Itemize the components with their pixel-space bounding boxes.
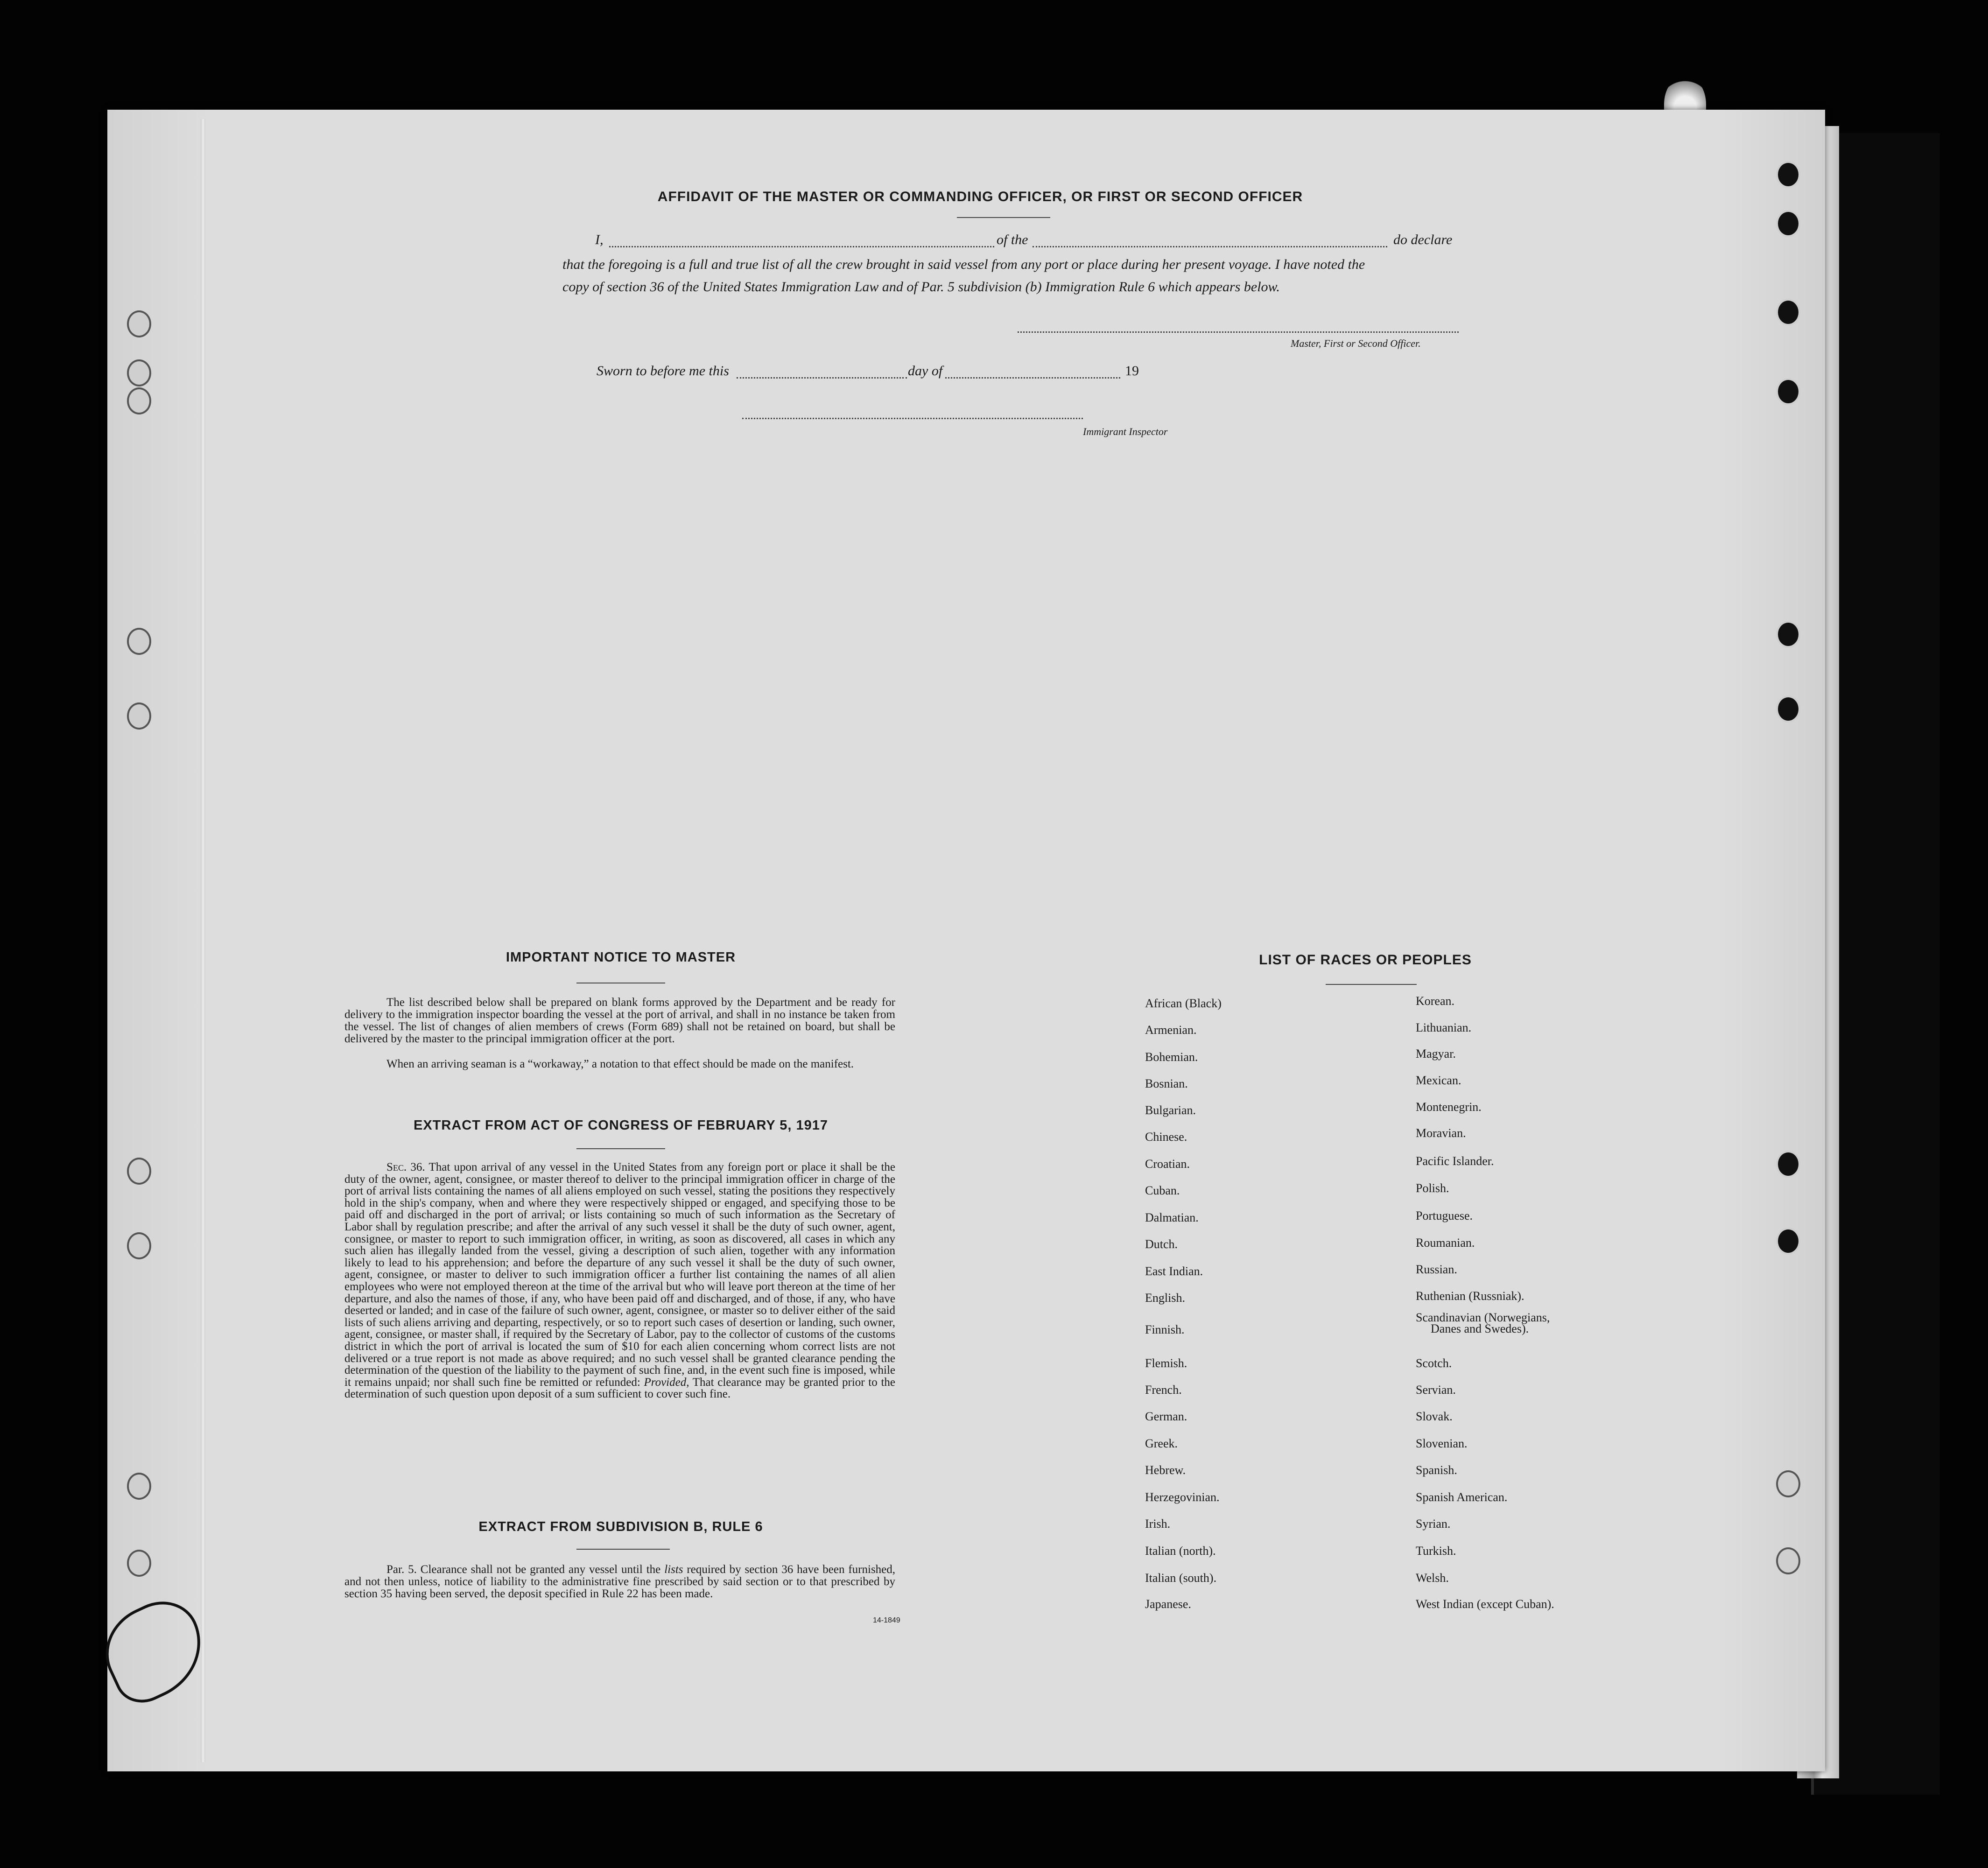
race-item: Welsh. — [1416, 1571, 1449, 1585]
punch-hole — [1776, 378, 1800, 405]
race-item: Cuban. — [1145, 1184, 1180, 1197]
race-item: Bulgarian. — [1145, 1103, 1196, 1117]
punch-hole — [127, 359, 151, 386]
race-item: Slovenian. — [1416, 1437, 1468, 1450]
race-item: Slovak. — [1416, 1410, 1453, 1423]
race-item: Moravian. — [1416, 1126, 1466, 1140]
sworn-month-blank — [945, 377, 1120, 379]
race-item: Dutch. — [1145, 1237, 1178, 1251]
race-item: German. — [1145, 1410, 1187, 1423]
affidavit-title: AFFIDAVIT OF THE MASTER OR COMMANDING OFFICER, OR FIRST OR SECOND OFFICER — [657, 189, 1303, 204]
section-36-text — [344, 1161, 895, 1400]
punch-hole — [127, 628, 151, 655]
punch-hole — [1776, 1151, 1800, 1178]
sworn-prefix: Sworn to before me this — [597, 363, 729, 379]
notice-title: IMPORTANT NOTICE TO MASTER — [506, 950, 736, 965]
races-continuation: Danes and Swedes). — [1431, 1322, 1529, 1335]
section-36-body: That upon arrival of any vessel in the United States from any foreign port or place it shall be the duty of the owner, agent, consignee, or master thereof to deliver to the principal immigration officer in charge of the port of arrival lists containing the names of all aliens employed on such vessel, stating the positions they respectively hold in the ship's company, when and where they were respectively shipped or engaged, and specifying those to be paid off and discharged in the port of arrival; or lists containing so much of such information as the Secretary of Labor shall by regulation prescribe; and after the arrival of any such vessel it shall be the duty of such owner, agent, consignee, or master to report to such immigration officer, in writing, as soon as discovered, all cases in which any such alien has illegally landed from the vessel, giving a description of such alien, together with any information likely to lead to his apprehension; and before the departure of any such vessel it shall be the duty of such owner, agent, consignee, or master to deliver to such immigration officer a further list containing the names of all alien employees who were not employed thereon at the time of the arrival but who will leave port thereon at the time of her departure, and also the names of those, if any, who have been paid off and discharged, and of those, if any, who have deserted or landed; and in case of the failure of such owner, agent, consignee, or master so to deliver either of the said lists of such aliens arriving and departing, respectively, or so to report such cases of desertion or landing, such owner, agent, consignee, or master shall, if required by the Secretary of Labor, pay to the collector of customs of the customs district in which the port of arrival is located the sum of $10 for each alien concerning whom correct lists are not delivered or a true report is not made as above required; and no such vessel shall be granted clearance pending the determination of the question of the liability to the payment of such fine, and, in the event such fine is imposed, while it remains unpaid; nor shall such fine be remitted or refunded: — [344, 1161, 895, 1389]
punch-hole — [1776, 621, 1800, 648]
race-item: Flemish. — [1145, 1356, 1187, 1370]
race-item: Spanish American. — [1416, 1490, 1508, 1504]
race-item: Mexican. — [1416, 1074, 1461, 1087]
provided-word: Provided, — [644, 1376, 689, 1389]
race-item: West Indian (except Cuban). — [1416, 1597, 1554, 1611]
races-title: LIST OF RACES OR PEOPLES — [1259, 952, 1472, 968]
form-number: 14-1849 — [873, 1616, 900, 1624]
race-item: English. — [1145, 1291, 1185, 1305]
master-signature-line — [1018, 331, 1459, 333]
race-item: Finnish. — [1145, 1323, 1185, 1336]
punch-hole — [127, 1158, 151, 1185]
notice-paragraph-1: The list described below shall be prepared on blank forms approved by the Department and be ready for delivery to the immigration inspector boarding the vessel at the port of arrival, and shall in no instance be taken from the vessel. The list of changes of alien members of crews (Form 689) shall not be retained on board, but shall be delivered by the master to the principal immigration officer at the port. — [344, 996, 895, 1045]
race-item: Korean. — [1416, 994, 1455, 1008]
race-item: Scotch. — [1416, 1356, 1452, 1370]
race-item: Portuguese. — [1416, 1209, 1473, 1222]
extract-act-underline — [576, 1148, 665, 1149]
rule-text-b: required by section 36 have been furnished, and not then unless, notice of liability to the administrative fine prescribed by said section or to that prescribed by section 35 having been served, the deposit specified in Rule 22 has been made. — [344, 1563, 896, 1600]
punch-hole — [1776, 299, 1800, 326]
race-item: Scandinavian (Norwegians, — [1416, 1311, 1550, 1324]
vessel-blank — [1033, 246, 1387, 247]
affidavit-line-2: that the foregoing is a full and true list of all the crew brought in said vessel from any port or place during her present voyage. I have noted the — [562, 257, 1365, 272]
punch-hole — [1776, 695, 1800, 723]
sworn-year: 19 — [1125, 363, 1139, 379]
race-item: Russian. — [1416, 1263, 1457, 1276]
race-item: Chinese. — [1145, 1130, 1187, 1144]
race-item: Polish. — [1416, 1181, 1449, 1195]
name-blank — [609, 246, 994, 247]
race-item: African (Black) — [1145, 997, 1222, 1010]
race-item: Ruthenian (Russniak). — [1416, 1289, 1524, 1303]
punch-hole — [1776, 1470, 1800, 1497]
fold-line — [201, 119, 205, 1762]
affidavit-do-declare: do declare — [1393, 232, 1453, 247]
notice-paragraph-2: When an arriving seaman is a “workaway,” a notation to that effect should be made on the manifest. — [386, 1058, 854, 1070]
extract-rule-underline — [576, 1549, 670, 1550]
punch-hole — [127, 1473, 151, 1500]
punch-hole — [1776, 161, 1800, 188]
race-item: Syrian. — [1416, 1517, 1451, 1531]
extract-rule-title: EXTRACT FROM SUBDIVISION B, RULE 6 — [478, 1519, 763, 1534]
race-item: East Indian. — [1145, 1264, 1203, 1278]
section-label: Sec. 36. — [386, 1161, 425, 1173]
inspector-caption: Immigrant Inspector — [1083, 426, 1168, 437]
punch-hole — [127, 1232, 151, 1259]
race-item: Italian (north). — [1145, 1544, 1216, 1558]
inspector-signature-line — [742, 418, 1083, 419]
race-item: Dalmatian. — [1145, 1211, 1199, 1224]
title-underline — [957, 217, 1050, 218]
punch-hole — [127, 387, 151, 414]
race-item: Servian. — [1416, 1383, 1456, 1397]
race-item: Roumanian. — [1416, 1236, 1475, 1250]
race-item: Pacific Islander. — [1416, 1154, 1494, 1168]
master-caption: Master, First or Second Officer. — [1291, 337, 1421, 349]
punch-hole — [127, 1550, 151, 1577]
race-item: Armenian. — [1145, 1023, 1197, 1037]
race-item: Lithuanian. — [1416, 1021, 1472, 1034]
race-item: Japanese. — [1145, 1597, 1191, 1611]
race-item: Herzegovinian. — [1145, 1490, 1220, 1504]
punch-hole — [1776, 210, 1800, 237]
race-item: French. — [1145, 1383, 1182, 1397]
race-item: Croatian. — [1145, 1157, 1190, 1171]
rule-text-a: Clearance shall not be granted any vessel until the — [420, 1563, 661, 1576]
affidavit-i: I, — [595, 232, 604, 247]
punch-hole — [127, 310, 151, 337]
section-36-end: That clearance may be granted prior to the determination of such question upon deposit of a sum sufficient to cover such fine. — [344, 1376, 895, 1401]
affidavit-line-3: copy of section 36 of the United States Immigration Law and of Par. 5 subdivision (b) Immigration Rule 6 which appears below. — [562, 279, 1280, 295]
punch-hole — [1776, 1547, 1800, 1574]
punch-hole — [127, 702, 151, 730]
lists-word: lists — [664, 1563, 683, 1576]
races-underline — [1326, 984, 1417, 985]
sworn-day-blank — [737, 377, 907, 379]
race-item: Irish. — [1145, 1517, 1171, 1531]
par-label: Par. 5. — [386, 1563, 417, 1576]
race-item: Bohemian. — [1145, 1050, 1198, 1064]
race-item: Montenegrin. — [1416, 1100, 1482, 1114]
extract-act-title: EXTRACT FROM ACT OF CONGRESS OF FEBRUARY 5, 1917 — [413, 1118, 829, 1133]
rule-paragraph — [344, 1564, 895, 1600]
race-item: Greek. — [1145, 1437, 1178, 1450]
race-item: Magyar. — [1416, 1047, 1456, 1060]
race-item: Turkish. — [1416, 1544, 1456, 1558]
punch-hole — [1776, 1228, 1800, 1255]
sworn-day-of: day of — [908, 363, 943, 379]
race-item: Bosnian. — [1145, 1077, 1188, 1090]
affidavit-of-the: of the — [997, 232, 1028, 247]
race-item: Hebrew. — [1145, 1463, 1186, 1477]
race-item: Italian (south). — [1145, 1571, 1217, 1585]
race-item: Spanish. — [1416, 1463, 1457, 1477]
